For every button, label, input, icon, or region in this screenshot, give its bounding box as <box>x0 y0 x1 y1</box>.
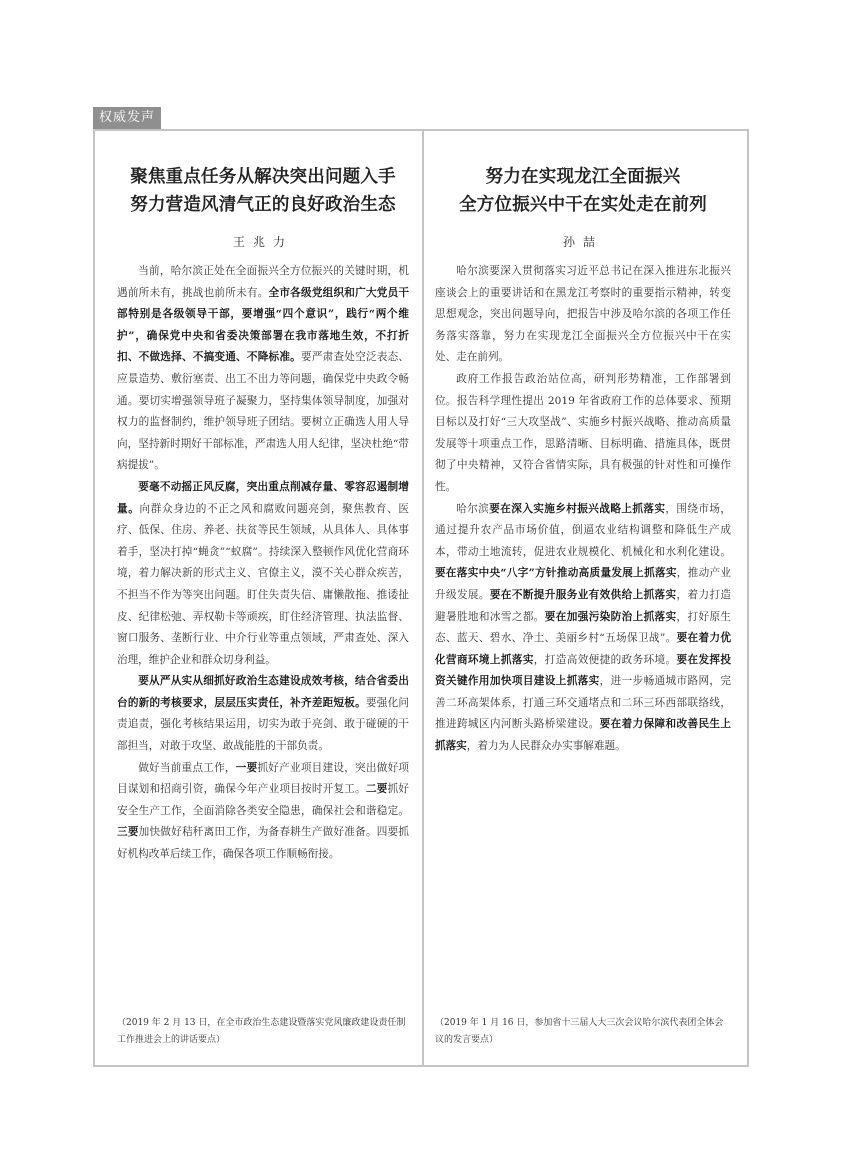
right-article-body <box>435 261 731 758</box>
text-run: 做好当前重点工作， <box>138 761 236 774</box>
body-paragraph <box>117 261 409 477</box>
left-title-line2: 努力营造风清气正的良好政治生态 <box>130 195 396 215</box>
right-title-line1: 努力在实现龙江全面振兴 <box>485 167 681 187</box>
right-article-author: 孙喆 <box>562 235 603 249</box>
text-run: ，打好原生态、蓝天、碧水、净土、美丽乡村“五场保卫战”。 <box>435 610 732 645</box>
left-article-note: （2019 年 2 月 13 日，在全市政治生态建设暨落实党风廉政建设责任制工作推进会上的讲话要点） <box>117 1018 406 1045</box>
text-run: 政府工作报告政治站位高，研判形势精准，工作部署到位。报告科学理性提出 2019 年省政府工作的总体要求、预期目标以及打好“三大攻坚战”、实施乡村振兴战略、推动高质量发展等十项重点工作，思路清晰、目标明确、措施具体，既贯彻了中央精神，又符合省情实际，具有极强的针对性和可操作性。 <box>435 372 731 493</box>
right-article <box>435 131 731 1065</box>
column-divider <box>422 131 424 1065</box>
article-frame <box>93 129 749 1067</box>
bold-text-run: 一要 <box>235 761 258 774</box>
text-run: 要严肃查处空泛表态、应景造势、敷衍塞责、出工不出力等问题，确保党中央政令畅通。要切实增强领导班子凝聚力，坚持集体领导制度，加强对权力的监督制约，维护领导班子团结。要树立正确选人用人导向，坚持新时期好干部标准，严肃选人用人纪律，坚决杜绝“带病提拔”。 <box>117 351 410 472</box>
bold-text-run: 要在着力保障和改善民生上抓落实 <box>435 718 731 753</box>
text-run: 加快做好秸秆离田工作，为备春耕生产做好准备。四要抓好机构改革后续工作，确保各项工作顺畅衔接。 <box>117 826 410 861</box>
left-title-line1: 聚焦重点任务从解决突出问题入手 <box>130 167 396 187</box>
bold-text-run: 要在发挥投资关键作用加快项目建设上抓落实 <box>435 653 732 688</box>
body-paragraph <box>117 758 409 866</box>
body-paragraph <box>117 671 409 757</box>
text-run: 要强化问责追责，强化考核结果运用，切实为敢于亮剑、敢于碰硬的干部担当，对敢于攻坚、敢战能胜的干部负责。 <box>117 696 410 753</box>
left-article-title <box>117 163 409 219</box>
bold-text-run: 要在落实中央“八字”方针推动高质量发展上抓落实 <box>435 567 677 580</box>
left-article-author: 王兆力 <box>232 235 293 249</box>
bold-text-run: 全市各级党组织和广大党员干部特别是各级领导干部，要增强“四个意识”，践行“两个维护”，确保党中央和省委决策部署在我市落地生效，不打折扣、不做选择、不搞变通、不降标准。 <box>117 286 410 364</box>
body-paragraph <box>435 499 731 758</box>
text-run: 抓好产业项目建设，突出做好项目谋划和招商引资，确保今年产业项目按时开复工。 <box>117 761 410 796</box>
text-run: 哈尔滨 <box>456 502 490 515</box>
text-run: ，推动产业升级发展。 <box>435 567 732 601</box>
bold-text-run: 要在深入实施乡村振兴战略上抓落实 <box>489 502 666 515</box>
right-article-title <box>435 163 731 219</box>
bold-text-run: 三要 <box>117 826 139 839</box>
section-tag: 权威发声 <box>93 107 161 129</box>
bold-text-run: 二要 <box>365 783 388 796</box>
left-article <box>117 131 409 1065</box>
right-article-note: （2019 年 1 月 16 日，参加省十三届人大三次会议哈尔滨代表团全体会议的发言要点） <box>435 1018 724 1045</box>
body-paragraph <box>435 261 731 369</box>
text-run: 当前，哈尔滨正处在全面振兴全方位振兴的关键时期，机遇前所未有，挑战也前所未有。 <box>117 265 409 299</box>
bold-text-run: 要在着力优化营商环境上抓落实 <box>435 632 731 666</box>
text-run: ，着力为人民群众办实事解难题。 <box>466 740 626 753</box>
text-run: ，围绕市场，通过提升农产品市场价值，倒逼农业结构调整和降低生产成本，带动土地流转，促进农业规模化、机械化和水利化建设。 <box>435 502 732 558</box>
body-paragraph <box>435 369 731 499</box>
bold-text-run: 要毫不动摇正风反腐，突出重点削减存量、零容忍遏制增量。 <box>117 480 409 515</box>
bold-text-run: 要从严从实从细抓好政治生态建设成效考核，结合省委出台的新的考核要求，层层压实责任，补齐差距短板。 <box>117 675 409 709</box>
right-title-line2: 全方位振兴中干在实处走在前列 <box>459 195 707 215</box>
text-run: ，着力打造避暑胜地和冰雪之都。 <box>435 588 732 623</box>
text-run: 哈尔滨要深入贯彻落实习近平总书记在深入推进东北振兴座谈会上的重要讲话和在黑龙江考察时的重要指示精神，转变思想观念，突出问题导向，把报告中涉及哈尔滨的各项工作任务落实落靠，努力在实现龙江全面振兴全方位振兴中干在实处、走在前列。 <box>435 265 731 364</box>
body-paragraph <box>117 477 409 671</box>
text-run: ，进一步畅通城市路网，完善二环高架体系，打通三环交通堵点和二环三环西部联络线，推进跨城区内河断头路桥梁建设。 <box>435 675 731 731</box>
text-run: 抓好安全生产工作，全面消除各类安全隐患，确保社会和谐稳定。 <box>117 783 410 817</box>
text-run: ，打造高效便捷的政务环境。 <box>533 653 677 666</box>
bold-text-run: 要在不断提升服务业有效供给上抓落实 <box>489 588 677 601</box>
text-run: 向群众身边的不正之风和腐败问题亮剑，聚焦教育、医疗、低保、住房、养老、扶贫等民生领域，从具体人、具体事着手，坚决打掉“蝇贪”“蚁腐”。持续深入整顿作风优化营商环境，着力解决新的形式主义、官僚主义，漠不关心群众疾苦，不担当不作为等突出问题。盯住失责失信、庸懒散拖、推诿扯皮、纪律松弛、弄权勒卡等顽疾，盯住经济管理、执法监督、窗口服务、垄断行业、中介行业等重点领域，严肃查处、深入治理，维护企业和群众切身利益。 <box>117 502 410 666</box>
left-article-body <box>117 261 409 866</box>
bold-text-run: 要在加强污染防治上抓落实 <box>544 610 677 623</box>
